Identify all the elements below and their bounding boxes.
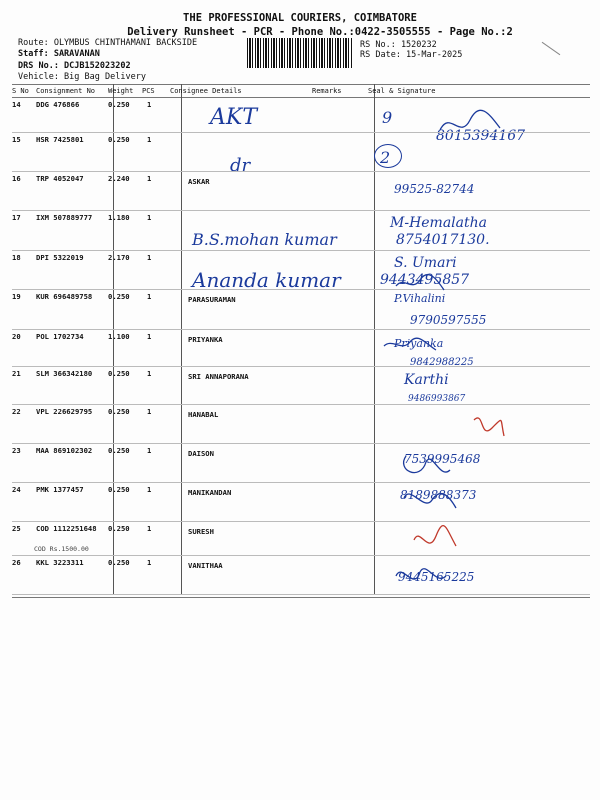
row-handwritten-h3: S. Umari bbox=[394, 255, 457, 271]
row-handwritten-h3: Karthi bbox=[404, 372, 449, 388]
row-serial-number: 25 bbox=[12, 524, 21, 533]
row-handwritten-h3: 7539995468 bbox=[404, 452, 481, 466]
row-weight: 2.240 bbox=[108, 174, 130, 183]
row-consignment-number: PMK 1377457 bbox=[36, 485, 84, 494]
row-handwritten-h3: 9445165225 bbox=[398, 570, 475, 584]
row-weight: 0.250 bbox=[108, 558, 130, 567]
row-handwritten-h1: Ananda kumar bbox=[192, 268, 341, 292]
row-handwritten-mark: 9 bbox=[382, 108, 393, 127]
col-remarks: Remarks bbox=[312, 87, 342, 95]
row-consignment-number: IXM 507889777 bbox=[36, 213, 93, 222]
row-consignee-name: HANABAL bbox=[188, 410, 219, 419]
row-serial-number: 16 bbox=[12, 174, 21, 183]
row-handwritten-h3: 8015394167 bbox=[436, 128, 526, 144]
row-handwritten-mark: 2 bbox=[380, 148, 391, 167]
row-handwritten-h4: 9486993867 bbox=[408, 394, 466, 404]
row-pieces: 1 bbox=[147, 558, 152, 567]
row-consignment-number: SLM 366342180 bbox=[36, 369, 93, 378]
row-serial-number: 18 bbox=[12, 253, 21, 262]
row-consignment-number: HSR 7425801 bbox=[36, 135, 84, 144]
row-consignment-number: KUR 696489758 bbox=[36, 292, 93, 301]
row-consignment-number: MAA 869102302 bbox=[36, 446, 93, 455]
row-weight: 0.250 bbox=[108, 100, 130, 109]
row-handwritten-h4: 8754017130. bbox=[396, 232, 490, 248]
row-weight: 0.250 bbox=[108, 292, 130, 301]
row-consignee-name: ASKAR bbox=[188, 177, 210, 186]
signature-scribble-row24 bbox=[404, 494, 456, 508]
row-consignment-number: DDG 476866 bbox=[36, 100, 80, 109]
row-handwritten-h4: 9842988225 bbox=[410, 357, 474, 368]
signature-scribble-row14 bbox=[440, 110, 500, 130]
row-handwritten-h3: 99525-82744 bbox=[394, 182, 475, 196]
row-pieces: 1 bbox=[147, 100, 152, 109]
row-pieces: 1 bbox=[147, 524, 152, 533]
row-consignee-name: PRIYANKA bbox=[188, 335, 223, 344]
staff-label: Staff: SARAVANAN bbox=[18, 49, 100, 59]
row-serial-number: 15 bbox=[12, 135, 21, 144]
row-weight: 0.250 bbox=[108, 524, 130, 533]
row-handwritten-h4: 9790597555 bbox=[410, 313, 487, 327]
row-serial-number: 19 bbox=[12, 292, 21, 301]
col-consignment: Consignment No bbox=[36, 87, 96, 95]
row-pieces: 1 bbox=[147, 174, 152, 183]
col-consignee: Consignee Details bbox=[170, 87, 242, 95]
row-handwritten-h3: Priyanka bbox=[394, 337, 444, 350]
rs-date: RS Date: 15-Mar-2025 bbox=[360, 50, 463, 60]
row-consignee-name: PARASURAMAN bbox=[188, 295, 236, 304]
row-weight: 0.250 bbox=[108, 446, 130, 455]
drs-label: DRS No.: DCJB152023202 bbox=[18, 61, 131, 71]
row-serial-number: 21 bbox=[12, 369, 21, 378]
col-seal: Seal & Signature bbox=[368, 87, 436, 95]
col-sno: S No bbox=[12, 87, 29, 95]
row-pieces: 1 bbox=[147, 292, 152, 301]
row-serial-number: 24 bbox=[12, 485, 21, 494]
row-consignment-number: COD 1112251648 bbox=[36, 524, 97, 533]
rs-number: RS No.: 1520232 bbox=[360, 40, 437, 50]
company-title: THE PROFESSIONAL COURIERS, COIMBATORE bbox=[183, 12, 417, 24]
row-pieces: 1 bbox=[147, 407, 152, 416]
signature-scribble-row22 bbox=[474, 418, 504, 436]
row-weight: 0.250 bbox=[108, 407, 130, 416]
row-consignment-number: TRP 4052047 bbox=[36, 174, 84, 183]
signature-scribble-row26 bbox=[396, 569, 446, 579]
row-pieces: 1 bbox=[147, 213, 152, 222]
row-weight: 1.180 bbox=[108, 213, 130, 222]
row-serial-number: 26 bbox=[12, 558, 21, 567]
row-consignment-number: VPL 226629795 bbox=[36, 407, 93, 416]
signature-scribble-row23 bbox=[404, 456, 450, 473]
row-handwritten-h3: 8189888373 bbox=[400, 488, 477, 502]
row-consignment-number: DPI 5322019 bbox=[36, 253, 84, 262]
row-serial-number: 20 bbox=[12, 332, 21, 341]
row-pieces: 1 bbox=[147, 253, 152, 262]
route-label: Route: OLYMBUS CHINTHAMANI BACKSIDE bbox=[18, 38, 198, 48]
row-handwritten-h1: dr bbox=[230, 155, 251, 176]
runsheet-title: Delivery Runsheet - PCR - Phone No.:0422-3505555 - Page No.:2 bbox=[127, 26, 513, 38]
row-serial-number: 17 bbox=[12, 213, 21, 222]
vehicle-label: Vehicle: Big Bag Delivery bbox=[18, 72, 146, 82]
col-weight: Weight bbox=[108, 87, 134, 95]
row-handwritten-h4: 9443495857 bbox=[380, 272, 470, 288]
row-weight: 0.250 bbox=[108, 369, 130, 378]
row-weight: 0.250 bbox=[108, 135, 130, 144]
row-consignee-name: MANIKANDAN bbox=[188, 488, 232, 497]
row-pieces: 1 bbox=[147, 485, 152, 494]
row-consignment-number: POL 1702734 bbox=[36, 332, 84, 341]
row-consignment-number: KKL 3223311 bbox=[36, 558, 84, 567]
row-pieces: 1 bbox=[147, 446, 152, 455]
row-serial-number: 14 bbox=[12, 100, 21, 109]
row-consignee-name: VANITHAA bbox=[188, 561, 223, 570]
row-pieces: 1 bbox=[147, 369, 152, 378]
row-weight: 2.170 bbox=[108, 253, 130, 262]
col-pcs: PCS bbox=[142, 87, 155, 95]
signature-scribble-row20 bbox=[384, 338, 436, 350]
row-handwritten-h1: AKT bbox=[210, 105, 257, 130]
signature-scribble-row18 bbox=[396, 275, 444, 290]
row-weight: 0.250 bbox=[108, 485, 130, 494]
row-handwritten-h3: P.Vihalini bbox=[394, 292, 446, 305]
row-pieces: 1 bbox=[147, 332, 152, 341]
row-cod-amount: COD Rs.1500.00 bbox=[34, 545, 89, 553]
row-serial-number: 23 bbox=[12, 446, 21, 455]
row-consignee-name: SRI ANNAPORANA bbox=[188, 372, 249, 381]
row-handwritten-h1: B.S.mohan kumar bbox=[192, 230, 337, 249]
row-consignee-name: DAISON bbox=[188, 449, 214, 458]
row-handwritten-h3: M-Hemalatha bbox=[390, 215, 487, 231]
row-weight: 1.100 bbox=[108, 332, 130, 341]
row-serial-number: 22 bbox=[12, 407, 21, 416]
row-pieces: 1 bbox=[147, 135, 152, 144]
signature-scribble-row25 bbox=[414, 526, 456, 546]
row-consignee-name: SURESH bbox=[188, 527, 214, 536]
